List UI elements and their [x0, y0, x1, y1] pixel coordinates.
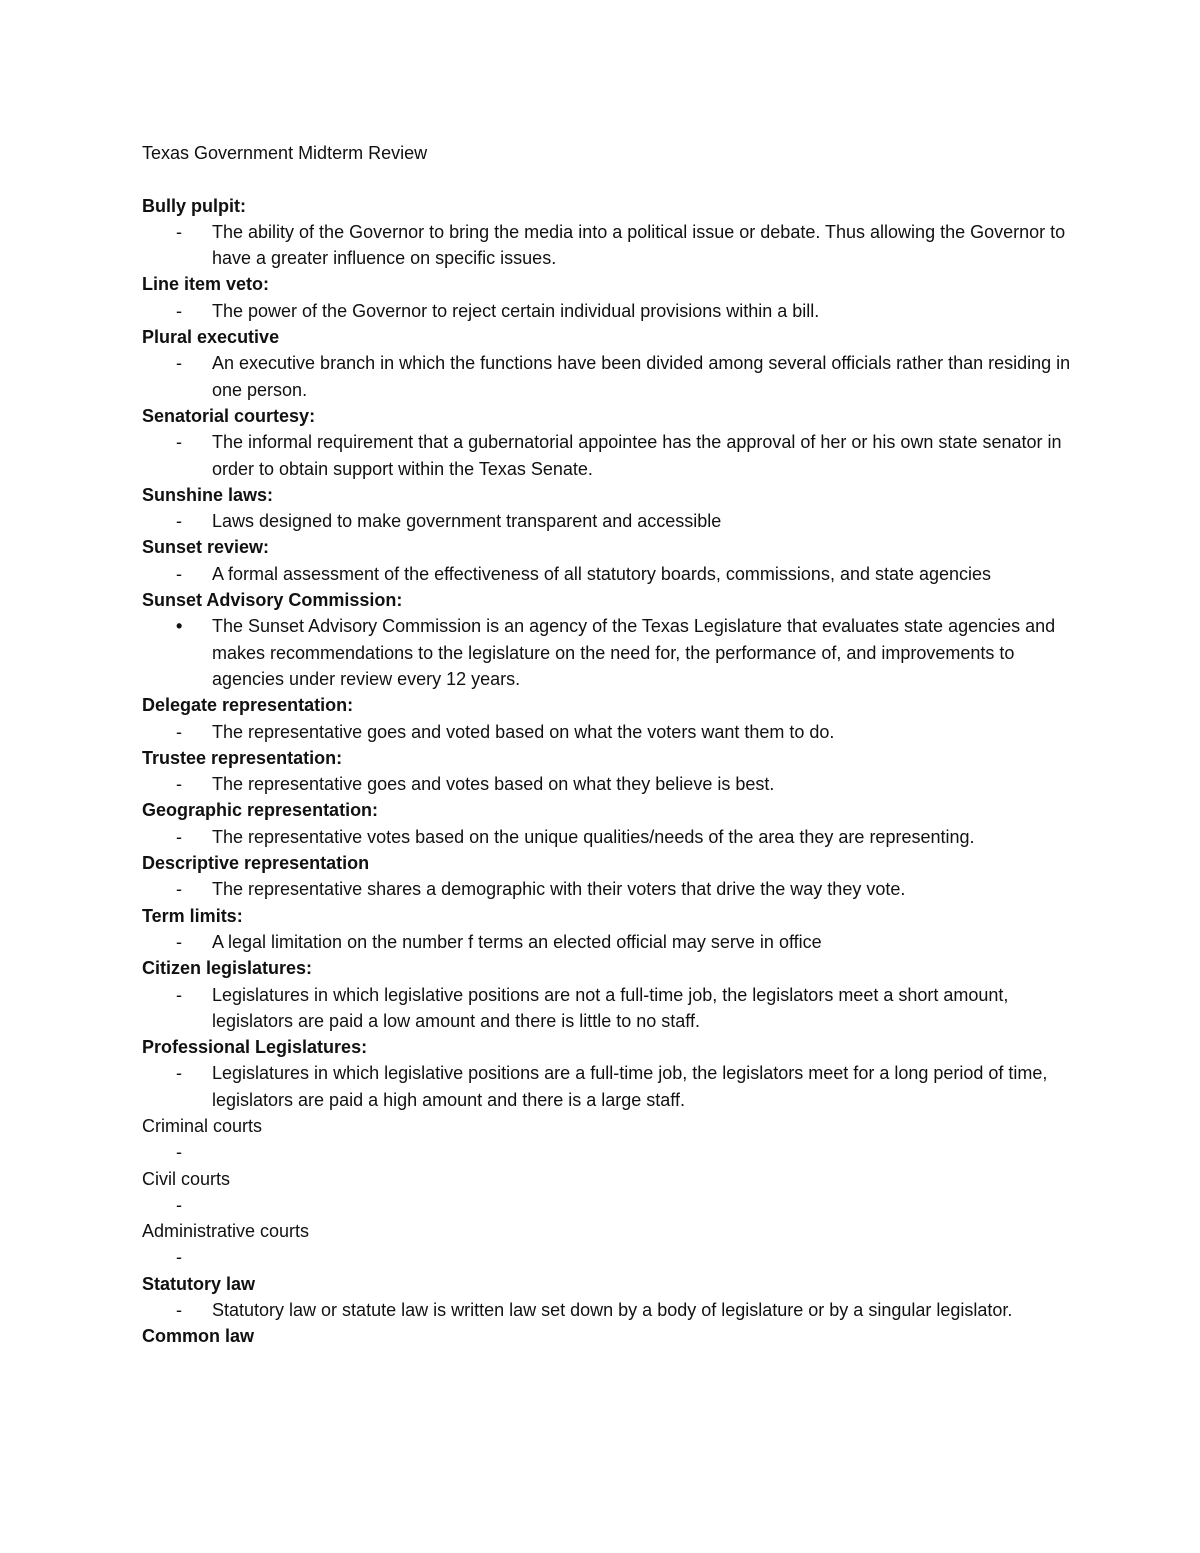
bullet-dash-icon: - — [176, 931, 182, 952]
definition-item — [142, 929, 1077, 955]
term-heading: Civil courts — [142, 1168, 231, 1189]
term-entry — [142, 587, 1077, 692]
document-title: Texas Government Midterm Review — [142, 143, 428, 163]
term-heading: Plural executive — [142, 327, 280, 348]
term-entry — [142, 692, 1077, 745]
term-heading: Delegate representation: — [142, 695, 354, 716]
definition-text: The representative goes and voted based on what the voters want them to do. — [212, 721, 835, 742]
bullet-dash-icon: - — [176, 353, 182, 374]
term-heading: Statutory law — [142, 1273, 256, 1294]
bullet-dot-icon: • — [176, 616, 183, 637]
term-heading: Sunshine laws: — [142, 484, 274, 505]
definition-item — [142, 1060, 1077, 1113]
definition-item — [142, 613, 1077, 692]
definition-item — [142, 876, 1077, 902]
definition-list — [142, 982, 1077, 1035]
bullet-dash-icon: - — [176, 1142, 182, 1163]
term-entry — [142, 534, 1077, 587]
definition-list — [142, 876, 1077, 902]
term-entry — [142, 1113, 1077, 1166]
definition-item — [142, 429, 1077, 482]
definition-item — [142, 1192, 1077, 1218]
term-heading: Professional Legislatures: — [142, 1037, 368, 1058]
definition-list — [142, 824, 1077, 850]
definition-list — [142, 719, 1077, 745]
term-list — [142, 193, 1077, 1350]
definition-list — [142, 429, 1077, 482]
definition-text: A formal assessment of the effectiveness of all statutory boards, commissions, and state agencies — [212, 563, 992, 584]
term-heading: Senatorial courtesy: — [142, 405, 316, 426]
term-heading: Term limits: — [142, 905, 243, 926]
definition-text: Laws designed to make government transparent and accessible — [212, 511, 722, 532]
definition-text: An executive branch in which the functions have been divided among several officials rather than residing in one person. — [212, 353, 1071, 400]
bullet-dash-icon: - — [176, 1194, 182, 1215]
definition-text: The Sunset Advisory Commission is an agency of the Texas Legislature that evaluates state agencies and makes recommendations to the legislature on the need for, the performance of, and improvements to agencies under review every 12 years. — [212, 616, 1056, 689]
definition-item — [142, 1139, 1077, 1165]
term-entry — [142, 797, 1077, 850]
bullet-dash-icon: - — [176, 826, 182, 847]
definition-list — [142, 298, 1077, 324]
bullet-dash-icon: - — [176, 984, 182, 1005]
term-heading: Trustee representation: — [142, 747, 343, 768]
definition-item — [142, 719, 1077, 745]
term-entry — [142, 1034, 1077, 1113]
bullet-dash-icon: - — [176, 879, 182, 900]
definition-text: Legislatures in which legislative positions are a full-time job, the legislators meet for a long period of time, legislators are paid a high amount and there is a large staff. — [212, 1063, 1048, 1110]
document-body — [142, 140, 1077, 1350]
definition-list — [142, 1060, 1077, 1113]
bullet-dash-icon: - — [176, 511, 182, 532]
term-heading: Criminal courts — [142, 1115, 263, 1136]
term-heading: Citizen legislatures: — [142, 958, 313, 979]
term-entry — [142, 955, 1077, 1034]
definition-text: The representative goes and votes based on what they believe is best. — [212, 774, 775, 795]
term-entry — [142, 324, 1077, 403]
definition-item — [142, 219, 1077, 272]
bullet-dash-icon: - — [176, 774, 182, 795]
definition-item — [142, 350, 1077, 403]
term-heading: Administrative courts — [142, 1221, 310, 1242]
definition-text: Statutory law or statute law is written law set down by a body of legislature or by a singular legislator. — [212, 1300, 1013, 1321]
term-heading: Bully pulpit: — [142, 195, 246, 216]
definition-item — [142, 824, 1077, 850]
bullet-dash-icon: - — [176, 221, 182, 242]
definition-item — [142, 1297, 1077, 1323]
definition-text: The representative votes based on the unique qualities/needs of the area they are representing. — [212, 826, 975, 847]
definition-item — [142, 1244, 1077, 1270]
definition-list — [142, 508, 1077, 534]
term-heading: Common law — [142, 1326, 255, 1347]
term-entry — [142, 850, 1077, 903]
definition-list — [142, 1244, 1077, 1270]
definition-list — [142, 1192, 1077, 1218]
definition-text: A legal limitation on the number f terms an elected official may serve in office — [212, 931, 822, 952]
definition-item — [142, 771, 1077, 797]
definition-text: The power of the Governor to reject certain individual provisions within a bill. — [212, 300, 820, 321]
definition-item — [142, 508, 1077, 534]
term-entry — [142, 903, 1077, 956]
term-entry — [142, 482, 1077, 535]
definition-item — [142, 298, 1077, 324]
bullet-dash-icon: - — [176, 721, 182, 742]
definition-text: The representative shares a demographic with their voters that drive the way they vote. — [212, 879, 906, 900]
term-entry — [142, 745, 1077, 798]
definition-text: The ability of the Governor to bring the media into a political issue or debate. Thus allowing the Governor to have a greater influence on specific issues. — [212, 221, 1066, 269]
term-entry — [142, 1271, 1077, 1324]
term-heading: Descriptive representation — [142, 853, 370, 874]
term-entry — [142, 271, 1077, 324]
definition-list — [142, 1297, 1077, 1323]
definition-text: The informal requirement that a gubernatorial appointee has the approval of her or his own state senator in order to obtain support within the Texas Senate. — [212, 432, 1062, 479]
definition-item — [142, 982, 1077, 1035]
definition-list — [142, 350, 1077, 403]
term-heading: Geographic representation: — [142, 800, 379, 821]
term-entry — [142, 1218, 1077, 1271]
term-heading: Line item veto: — [142, 274, 270, 295]
definition-list — [142, 561, 1077, 587]
definition-list — [142, 613, 1077, 692]
definition-text: Legislatures in which legislative positions are not a full-time job, the legislators meet a short amount, legislators are paid a low amount and there is little to no staff. — [212, 984, 1009, 1031]
bullet-dash-icon: - — [176, 563, 182, 584]
definition-list — [142, 929, 1077, 955]
bullet-dash-icon: - — [176, 1247, 182, 1268]
term-entry — [142, 1166, 1077, 1219]
bullet-dash-icon: - — [176, 1300, 182, 1321]
definition-list — [142, 1139, 1077, 1165]
term-heading: Sunset Advisory Commission: — [142, 590, 403, 611]
term-entry — [142, 1323, 1077, 1349]
term-heading: Sunset review: — [142, 537, 270, 558]
term-entry — [142, 193, 1077, 272]
bullet-dash-icon: - — [176, 300, 182, 321]
definition-list — [142, 771, 1077, 797]
bullet-dash-icon: - — [176, 432, 182, 453]
term-entry — [142, 403, 1077, 482]
bullet-dash-icon: - — [176, 1063, 182, 1084]
definition-item — [142, 561, 1077, 587]
definition-list — [142, 219, 1077, 272]
